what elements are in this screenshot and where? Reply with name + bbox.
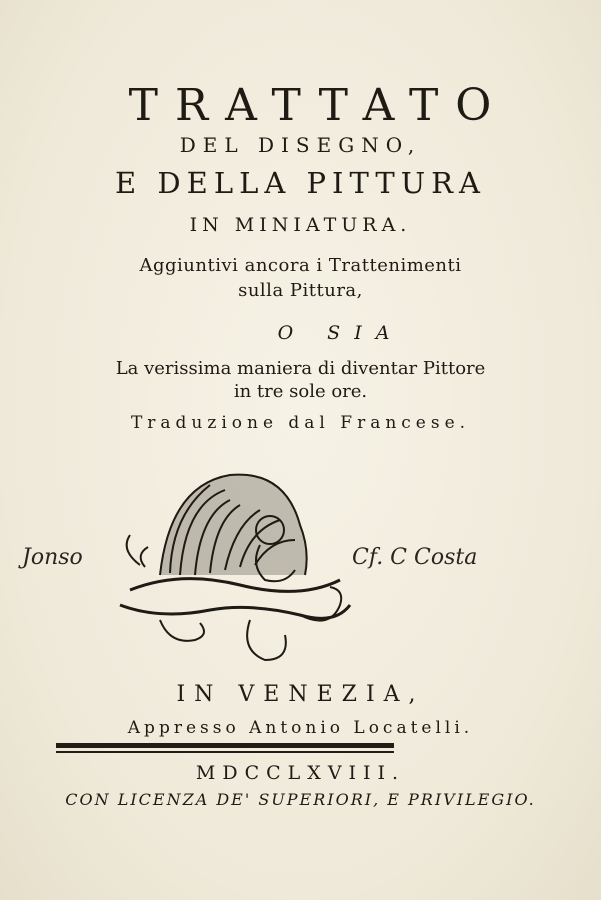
subtitle-line-4: Aggiuntivi ancora i Trattenimenti xyxy=(139,255,462,276)
place-of-publication: IN VENEZIA, xyxy=(176,682,425,707)
o-sia-connector: O SIA xyxy=(277,322,404,344)
license-line: CON LICENZA DE' SUPERIORI, E PRIVILEGIO. xyxy=(65,790,536,809)
printer-name: Appresso Antonio Locatelli. xyxy=(127,718,474,738)
subtitle-line-2: E DELLA PITTURA xyxy=(115,166,486,200)
subtitle-line-7: in tre sole ore. xyxy=(233,381,368,402)
double-rule-top xyxy=(56,743,394,748)
subtitle-line-1: DEL DISEGNO, xyxy=(179,133,422,157)
subtitle-line-5: sulla Pittura, xyxy=(238,280,363,301)
signature-left: Jonso xyxy=(22,545,83,570)
subtitle-line-6: La verissima maniera di diventar Pittore xyxy=(115,358,486,379)
double-rule-bottom xyxy=(56,751,394,753)
signature-right: Cf. C Costa xyxy=(352,545,478,570)
book-title: TRATTATO xyxy=(128,80,509,131)
shell-cherub-ornament-icon xyxy=(100,455,370,670)
publication-year: MDCCLXVIII. xyxy=(195,762,406,784)
subtitle-line-3: IN MINIATURA. xyxy=(189,214,412,236)
translation-note: Traduzione dal Francese. xyxy=(130,413,471,433)
